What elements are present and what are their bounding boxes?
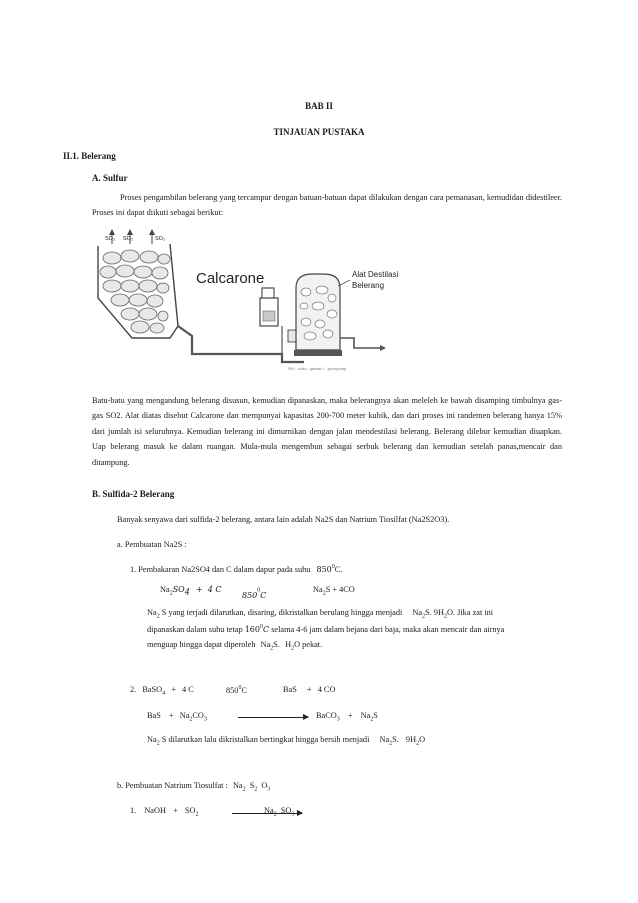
a2-equation-condition: $850^0C$ [226, 685, 247, 695]
distillation-label-1: Alat Destilasi [352, 270, 399, 279]
a1-body-line-1: $Na_2$ S yang terjadi dilarutkan, disaring, dikristalkan berulang hingga menjadi $Na_2S$. $9H_2O$. Jika zat ini [147, 608, 494, 620]
heading-a: a. Pembuatan Na2S : [117, 540, 187, 549]
a1-body-line-3: menguap hingga dapat diperoleh $Na_2S$. $H_2O$ pekat. [147, 640, 323, 652]
calcarone-figure [92, 226, 544, 378]
equation-1-lhs: $Na_2SO_4 + 4$ C [160, 585, 222, 597]
section-heading: II.1. Belerang [63, 151, 116, 161]
reaction-arrow-2 [238, 717, 308, 718]
paragraph-2: Batu-batu yang mengandung belerang disusun, kemudian dipanaskan, maka belerangnya akan meleleh ke bawah disamping timbulnya gas-gas SO2. Alat diatas disebut Calcarone dan mempunyai kapasitas 200-700 meter kubik, dan dari proses ini randemen belerang hanya 15% dari jumlah isi seluruhnya. Kemudian belerang ini dimurnikan dengan jalan mendestilasi belerang. Belerang dilebur kemudian diuapkan. Uap belerang masuk ke dalam ruangan. Mula-mula mengembun sebagai serbuk belerang dan kemudian setelah panas,mencair dan ditampung. [92, 396, 562, 467]
intro-b: Banyak senyawa dari sulfida-2 belerang, antara lain adalah Na2S dan Natrium Tiosilfat (Na2S2O3). [117, 515, 450, 524]
a2-equation2-lhs: BaS + $Na_2CO_3$ [147, 711, 207, 723]
equation-1-condition: $850^0C$ [242, 587, 267, 600]
chapter-heading: BAB II [305, 101, 333, 111]
a2-body: $Na_2$ S dilarutkan lalu dikristalkan bertingkat hingga bersih menjadi $Na_2S$. $9H_2O$ [147, 735, 426, 747]
paragraph-1: Proses pengambilan belerang yang tercampur dengan batuan-batuan dapat dilakukan dengan cara pemanasan, kemudidan didestileer. Proses ini dapat diikuti sebagai berikut: [92, 193, 562, 218]
figure-caption: FM I - sulfur - gambar 1 - lipomipomip [288, 367, 347, 371]
a2-equation2-rhs: BaCO$_3$ + $Na_2S$ [316, 711, 378, 723]
b1-equation-lhs: 1. NaOH + $SO_2$ [130, 806, 199, 818]
a2-equation-rhs: BaS + 4 CO [283, 685, 336, 694]
chapter-title: TINJAUAN PUSTAKA [273, 127, 365, 137]
a2-equation-lhs: 2. BaSO$_4$ + 4 C [130, 685, 194, 697]
so2-label-1: SO₂ [105, 236, 116, 242]
heading-b: b. Pembuatan Natrium Tiosulfat : $Na_2$ $S_2$ $O_3$ [117, 781, 271, 793]
so2-label-3: SO₂ [155, 236, 166, 242]
b1-equation-rhs: $Na_2$ $SO_3$ [264, 806, 295, 818]
so2-label-2: SO₂ [123, 236, 134, 242]
calcarone-diagram [92, 226, 544, 378]
calcarone-label: Calcarone [196, 270, 265, 287]
equation-1-rhs: $Na_2S + 4CO$ [313, 585, 355, 597]
subsection-heading-b: B. Sulfida-2 Belerang [92, 489, 175, 499]
a1-title: 1. Pembakaran Na2SO4 dan C dalam dapur pada suhu $850^0C$. [130, 564, 343, 574]
distillation-label-2: Belerang [352, 281, 385, 290]
a1-body-line-2: dipanaskan dalam suhu tetap $160^0C$ selama 4-6 jam dalam bejana dari baja, maka akan mencair dan airnya [147, 624, 505, 634]
subsection-heading-a: A. Sulfur [92, 173, 128, 183]
